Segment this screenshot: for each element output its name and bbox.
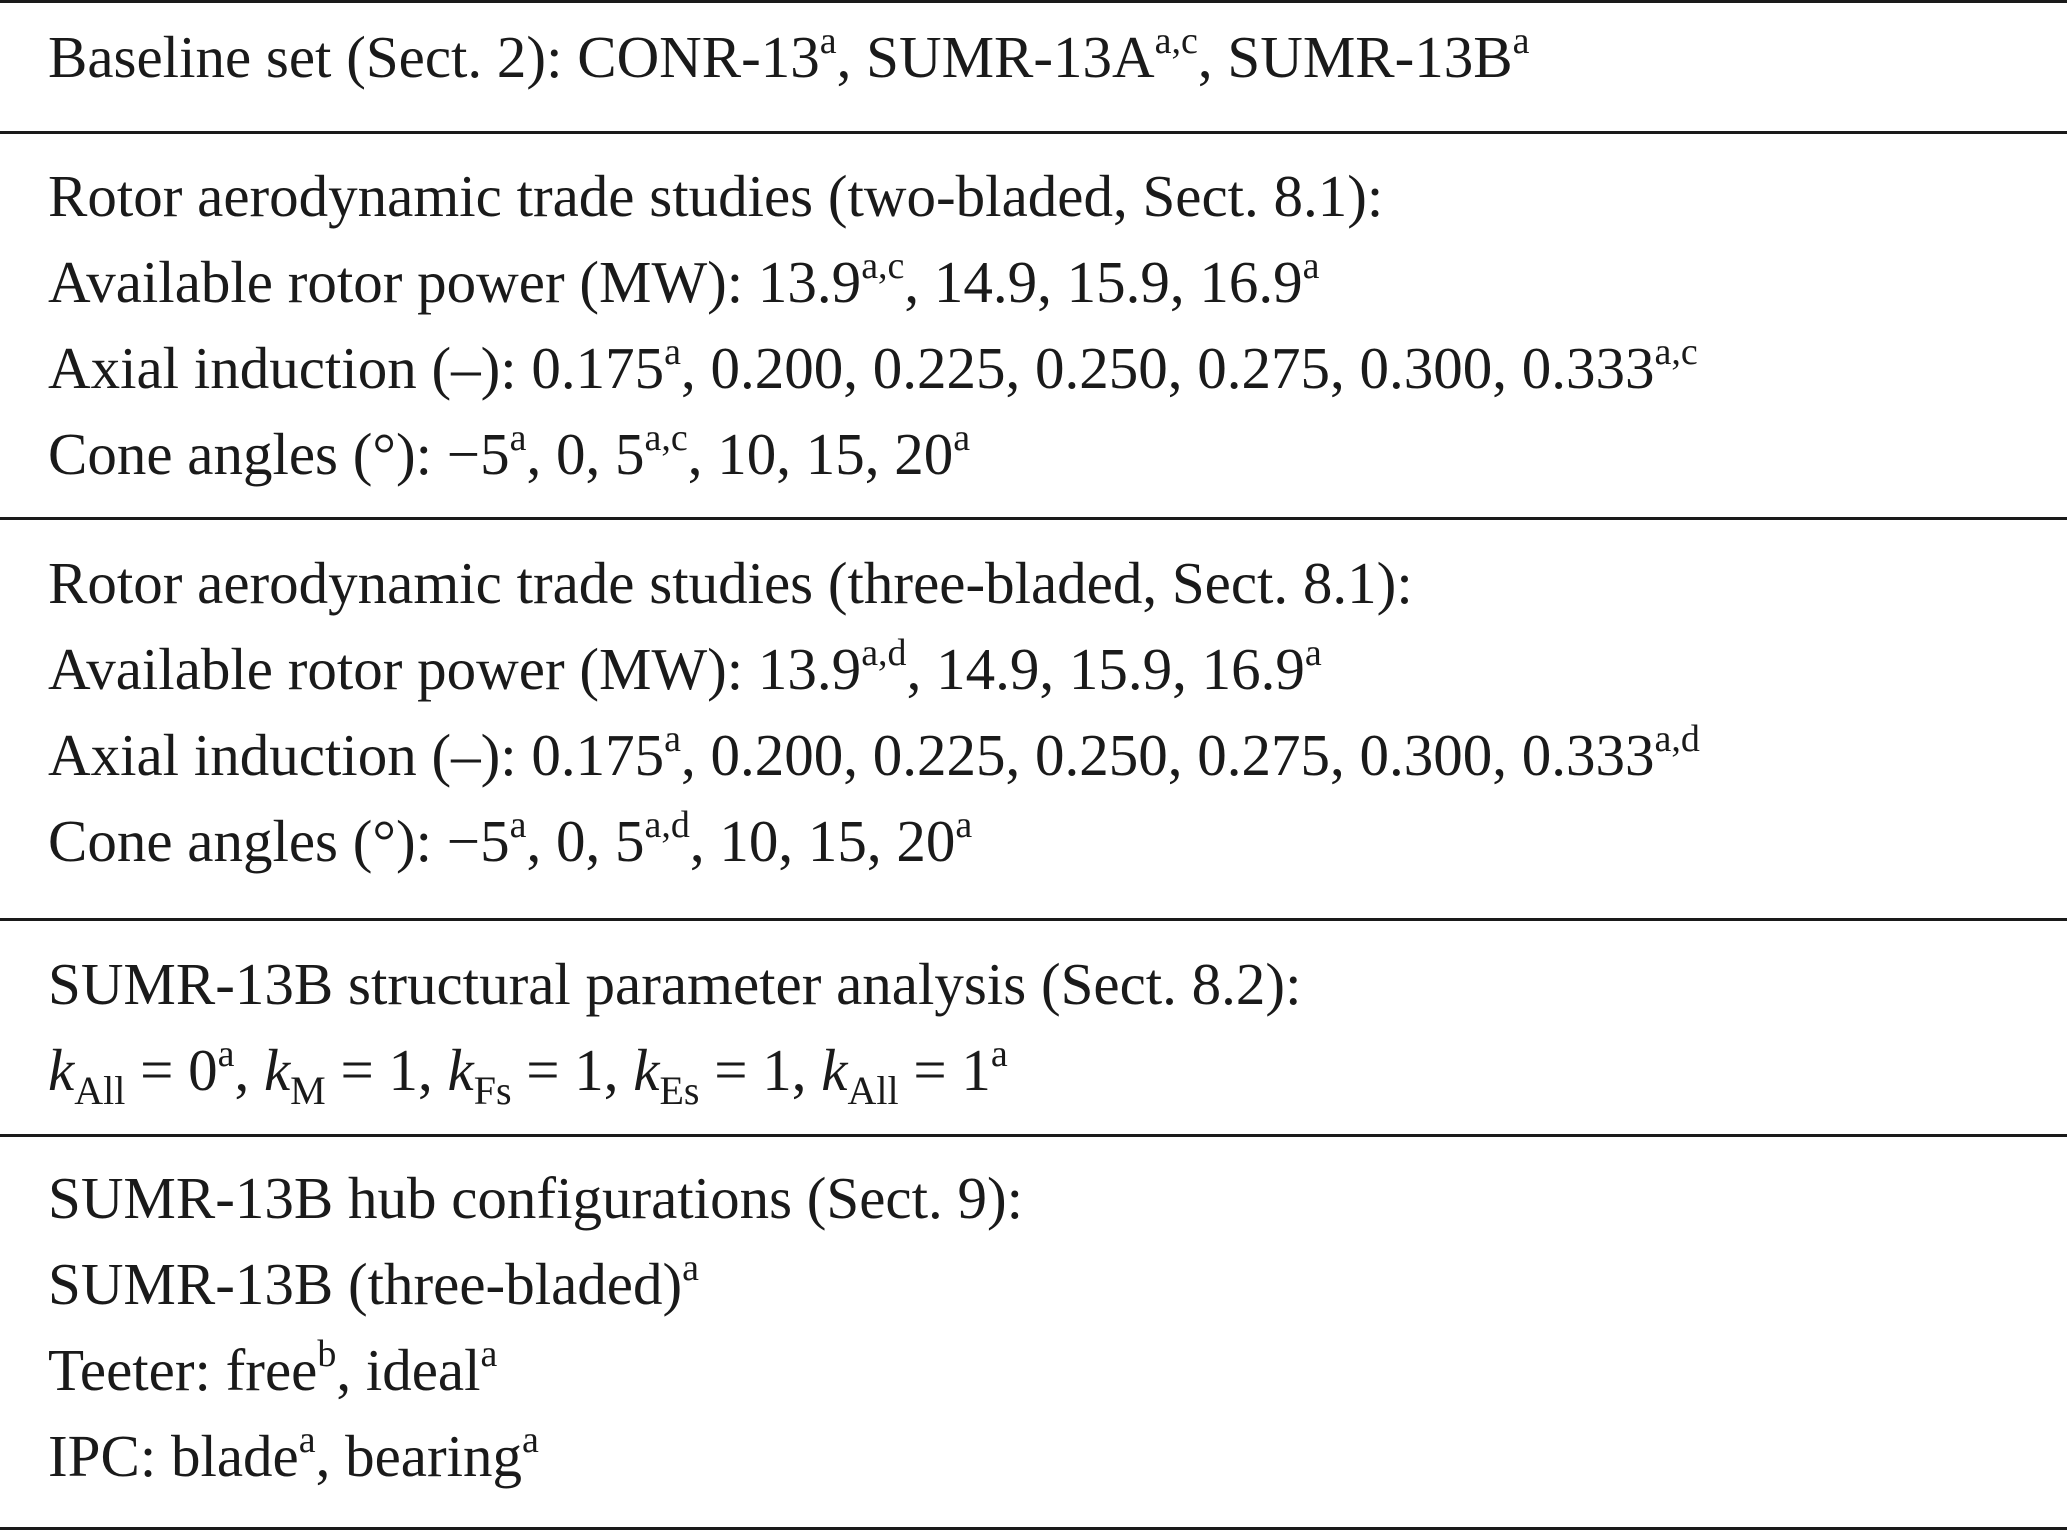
italic-symbol: k xyxy=(263,1037,291,1103)
superscript-note: a xyxy=(1304,632,1322,674)
superscript-note: a xyxy=(1302,245,1320,287)
section-heading xyxy=(48,153,2067,239)
text-segment: Available rotor power (MW): 13.9 xyxy=(48,636,862,702)
teeter-line xyxy=(48,1327,2067,1413)
text-segment: = 1, xyxy=(511,1037,634,1103)
section-two-bladed-trade-studies xyxy=(48,153,2067,497)
superscript-note: a xyxy=(664,718,682,760)
three-bladed-line xyxy=(48,1241,2067,1327)
text-segment: SUMR-13B (three-bladed) xyxy=(48,1251,683,1317)
text-segment: , bearing xyxy=(315,1423,523,1489)
section-structural-parameter-analysis xyxy=(48,941,2067,1113)
superscript-note: a xyxy=(480,1333,498,1375)
cone-angles-line xyxy=(48,411,2067,497)
axial-induction-line xyxy=(48,712,2067,798)
cone-angles-line xyxy=(48,798,2067,884)
text-segment: , 0, 5 xyxy=(526,808,645,874)
superscript-note: a,d xyxy=(861,632,907,674)
superscript-note: a xyxy=(522,1419,539,1461)
text-segment: Rotor aerodynamic trade studies (three-bladed, Sect. 8.1): xyxy=(48,550,1413,616)
superscript-note: a xyxy=(990,1033,1008,1075)
subscript: Es xyxy=(659,1068,700,1113)
section-divider xyxy=(0,918,2067,921)
superscript-note: a,c xyxy=(1154,20,1198,62)
text-segment: Axial induction (–): 0.175 xyxy=(48,335,665,401)
italic-symbol: k xyxy=(633,1037,660,1103)
text-segment: , 10, 15, 20 xyxy=(687,421,954,487)
superscript-note: a xyxy=(955,804,973,846)
text-segment: , 0.200, 0.225, 0.250, 0.275, 0.300, 0.333 xyxy=(681,335,1655,401)
superscript-note: a,d xyxy=(1654,718,1700,760)
text-segment: , 0.200, 0.225, 0.250, 0.275, 0.300, 0.333 xyxy=(681,722,1655,788)
superscript-note: a,c xyxy=(1654,331,1698,373)
superscript-note: a,d xyxy=(644,804,690,846)
axial-induction-line xyxy=(48,325,2067,411)
section-heading xyxy=(48,540,2067,626)
superscript-note: a xyxy=(819,20,837,62)
text-segment: Cone angles (°): −5 xyxy=(48,421,510,487)
text-segment: Available rotor power (MW): 13.9 xyxy=(48,249,862,315)
text-segment: , xyxy=(234,1037,264,1103)
superscript-note: a,c xyxy=(644,417,688,459)
ipc-line xyxy=(48,1413,2067,1499)
text-segment: = 1, xyxy=(699,1037,822,1103)
subscript: M xyxy=(290,1068,326,1113)
superscript-note: b xyxy=(317,1333,337,1375)
text-segment: = 1 xyxy=(898,1037,991,1103)
superscript-note: a xyxy=(682,1247,699,1289)
superscript-note: a xyxy=(1512,20,1530,62)
superscript-note: a,c xyxy=(861,245,905,287)
superscript-note: a xyxy=(509,804,527,846)
text-segment: , 14.9, 15.9, 16.9 xyxy=(904,249,1303,315)
superscript-note: a xyxy=(509,417,527,459)
text-segment: IPC: blade xyxy=(48,1423,299,1489)
section-divider xyxy=(0,517,2067,520)
section-baseline-set xyxy=(48,14,2067,100)
text-segment: SUMR-13B hub configurations (Sect. 9): xyxy=(48,1165,1024,1231)
parameter-values-line xyxy=(48,1027,2067,1113)
text-segment: Baseline set (Sect. 2): CONR-13 xyxy=(48,24,820,90)
section-heading xyxy=(48,941,2067,1027)
superscript-note: a xyxy=(298,1419,316,1461)
subscript: Fs xyxy=(473,1068,512,1113)
superscript-note: a xyxy=(664,331,682,373)
text-segment: , SUMR-13A xyxy=(836,24,1155,90)
italic-symbol: k xyxy=(821,1037,848,1103)
text-segment: , 0, 5 xyxy=(526,421,645,487)
section-hub-configurations xyxy=(48,1155,2067,1499)
available-rotor-power-line xyxy=(48,626,2067,712)
section-divider xyxy=(0,131,2067,134)
section-line xyxy=(48,14,2067,100)
text-segment: = 1, xyxy=(325,1037,448,1103)
table-top-rule xyxy=(0,0,2067,3)
text-segment: , 14.9, 15.9, 16.9 xyxy=(906,636,1305,702)
text-segment: = 0 xyxy=(125,1037,218,1103)
text-segment: , ideal xyxy=(336,1337,481,1403)
subscript: All xyxy=(74,1068,126,1113)
section-divider xyxy=(0,1134,2067,1137)
text-segment: Teeter: free xyxy=(48,1337,318,1403)
superscript-note: a xyxy=(217,1033,235,1075)
italic-symbol: k xyxy=(48,1037,75,1103)
text-segment: , 10, 15, 20 xyxy=(689,808,956,874)
text-segment: Rotor aerodynamic trade studies (two-bladed, Sect. 8.1): xyxy=(48,163,1384,229)
subscript: All xyxy=(847,1068,899,1113)
text-segment: Cone angles (°): −5 xyxy=(48,808,510,874)
section-three-bladed-trade-studies xyxy=(48,540,2067,884)
section-heading xyxy=(48,1155,2067,1241)
available-rotor-power-line xyxy=(48,239,2067,325)
text-segment: , SUMR-13B xyxy=(1197,24,1513,90)
superscript-note: a xyxy=(953,417,971,459)
text-segment: Axial induction (–): 0.175 xyxy=(48,722,665,788)
italic-symbol: k xyxy=(447,1037,474,1103)
text-segment: SUMR-13B structural parameter analysis (Sect. 8.2): xyxy=(48,951,1302,1017)
